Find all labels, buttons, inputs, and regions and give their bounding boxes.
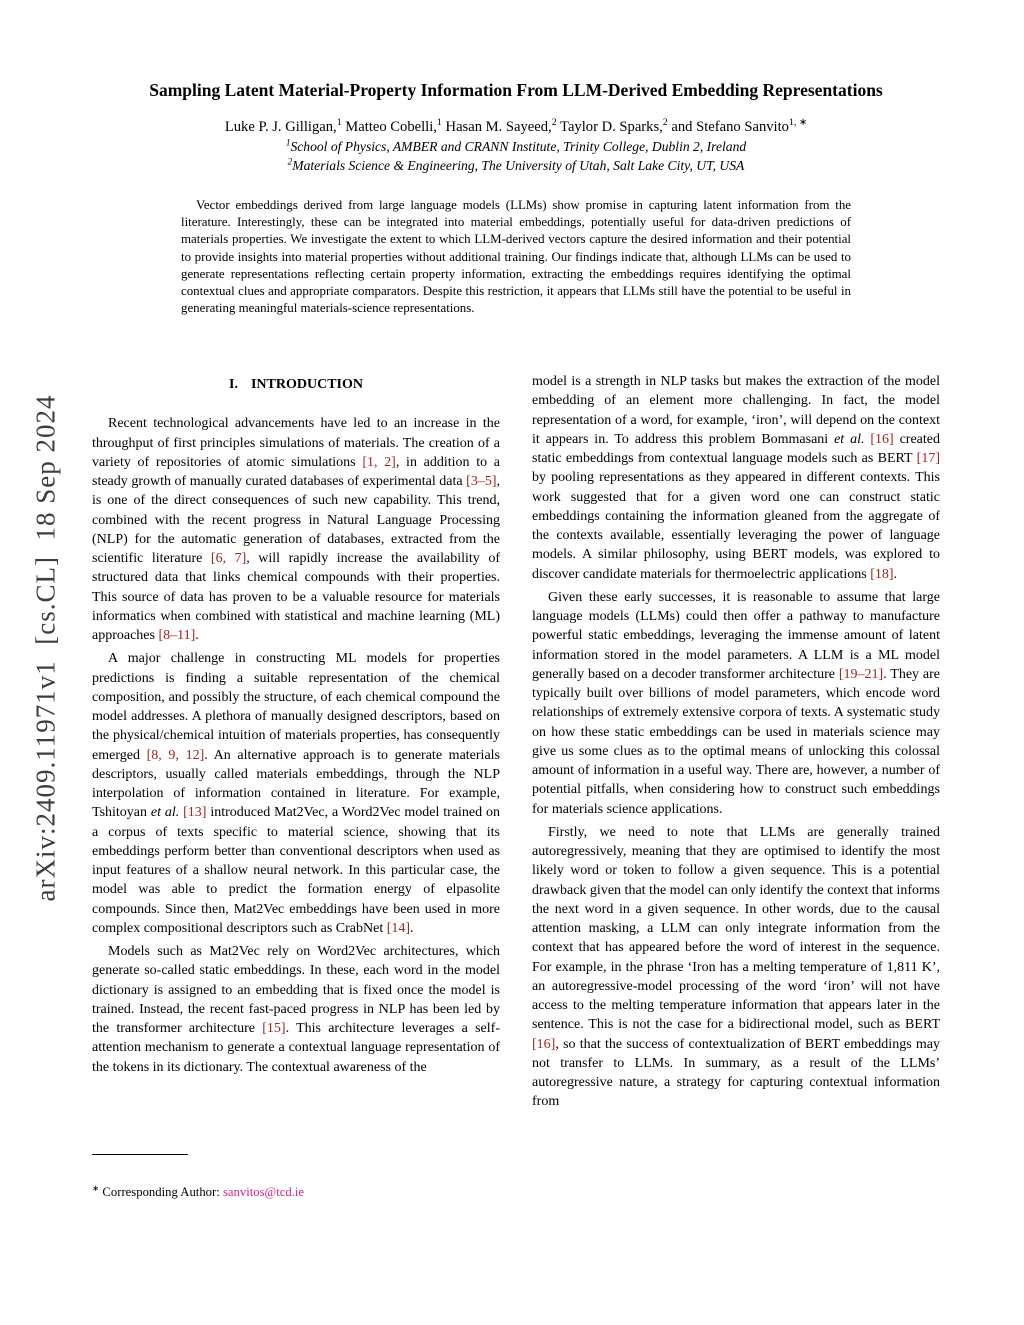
citation-link[interactable]: [15]	[262, 1021, 286, 1036]
section-number: I.	[229, 377, 238, 392]
citation-link[interactable]: [18]	[870, 566, 894, 582]
citation-link[interactable]: [19–21]	[838, 666, 884, 682]
citation-link[interactable]: [3–5]	[466, 474, 497, 489]
citation-link[interactable]: [16]	[532, 1036, 556, 1052]
footnote-label: Corresponding Author:	[102, 1185, 220, 1199]
authors-line: Luke P. J. Gilligan,$^1$ Matteo Cobelli,$^1$ Hasan M. Sayeed,$^2$ Taylor D. Sparks,$^2$ and Stefano Sanvito$^{1, ∗}$	[224, 117, 808, 135]
citation-link[interactable]: [6, 7]	[210, 551, 247, 566]
intro-paragraph-3: Models such as Mat2Vec rely on Word2Vec architectures, which generate so-called static embeddings. In these, each word in the model dictionary is assigned to an embedding that is fixed once the model is trained. Instead, the recent fast-paced progress in NLP has been led by the transformer architecture [15]. This architecture leverages a self-attention mechanism to generate a contextual language representation of the tokens in its dictionary. The contextual awareness of the	[92, 944, 500, 1075]
citation-link[interactable]: [13]	[183, 805, 207, 821]
footnote-rule	[92, 1154, 188, 1155]
citation-link[interactable]: [14]	[386, 920, 411, 936]
paper-header	[92, 80, 940, 174]
citation-link[interactable]: [16]	[870, 431, 894, 447]
section-title: INTRODUCTION	[250, 377, 363, 392]
left-column	[92, 372, 500, 1116]
intro-paragraph-1: Recent technological advancements have led to an increase in the throughput of first principles simulations of materials. The creation of a variety of repositories of atomic simulations [1, 2], in addition to a steady growth of manually curated databases of experimental data [3–5], is one of the direct consequences of such new capability. This trend, combined with the recent progress in Natural Language Processing (NLP) for the automatic generation of databases, extracted from the scientific literature [6, 7], will rapidly increase the availability of structured data that links chemical compounds with their properties. This source of data has proven to be a valuable resource for materials informatics when combined with statistical and machine learning (ML) approaches [8–11].	[92, 416, 501, 643]
citation-link[interactable]: [17]	[916, 451, 940, 466]
intro-paragraph-6: Firstly, we need to note that LLMs are generally trained autoregressively, meaning that they are optimised to identify the most likely word or token to follow a given sequence. This is a potential drawback given that the model can only identify the context that informs the next word in a given sequence. In other words, due to the causal attention masking, a LLM can only integrate information from the context that has appeared before the word of interest in the sequence. For example, in the phrase ‘Iron has a melting temperature of 1,811 K’, an autoregressive-model processing of the word ‘iron’ will not have access to the melting temperature information that appears later in the sentence. This is not the case for a bidirectional model, such as BERT [16], so that the success of contextualization of BERT embeddings may not transfer to LLMs. In summary, as a result of the LLMs’ autoregressive nature, a strategy for capturing contextual information from	[532, 824, 940, 1110]
citation-link[interactable]: [8–11]	[158, 628, 196, 643]
corresponding-author-email[interactable]: sanvitos@tcd.ie	[222, 1185, 305, 1199]
right-column	[532, 372, 940, 1116]
intro-paragraph-4: model is a strength in NLP tasks but makes the extraction of the model embedding of an element more challenging. In fact, the model representation of a word, for example, ‘iron’, will depend on the context it appears in. To address this problem Bommasani et al. [16] created static embeddings from contextual language models such as BERT [17] by pooling representations as they appeared in different contexts. This work suggested that for a given word one can construct static embeddings containing the information gleaned from the aggregate of the contexts available, essentially leveraging the power of language models. A similar philosophy, using BERT models, was explored to discover candidate materials for thermoelectric applications [18].	[532, 374, 940, 582]
two-column-body	[92, 372, 940, 1116]
affiliation-2: $^2$Materials Science & Engineering, The University of Utah, Salt Lake City, UT, USA	[287, 156, 745, 173]
footnote-marker: ∗	[92, 1182, 100, 1193]
citation-link[interactable]: [1, 2]	[362, 454, 396, 470]
footnote	[92, 1150, 502, 1200]
paper-title: Sampling Latent Material-Property Information From LLM-Derived Embedding Representations	[149, 80, 883, 100]
abstract: Vector embeddings derived from large language models (LLMs) show promise in capturing latent information from the literature. Interestingly, these can be integrated into material embeddings, potentially useful for data-driven predictions of materials properties. We investigate the extent to which LLM-derived vectors capture the desired information and their potential to provide insights into material properties without additional training. Our findings indicate that, although LLMs can be used to generate representations reflecting certain property information, extracting the embeddings requires identifying the optimal contextual clues and appropriate comparators. Despite this restriction, it appears that LLMs still have the potential to be useful in generating meaningful materials-science representations.	[181, 198, 851, 316]
intro-paragraph-5: Given these early successes, it is reasonable to assume that large language models (LLMs) could then offer a pathway to manufacture powerful static embeddings, leveraging the immense amount of latent information stored in the model parameters. A LLM is a ML model generally based on a decoder transformer architecture [19–21]. They are typically built over billions of model parameters, which encode word relationships of extremely extensive corpora of texts. A systematic study on how these static embeddings can be used in materials science may give us some clues as to the optimal means of unlocking this colossal amount of information in a useful way. There are, however, a number of potential pitfalls, when considering how to construct such embeddings for materials science applications.	[532, 589, 941, 817]
intro-paragraph-2: A major challenge in constructing ML models for properties predictions is finding a suitable representation of the chemical composition, and possibly the structure, of each chemical compound the model addresses. A plethora of manually designed descriptors, based on the physical/chemical intuition of materials properties, has consequently emerged [8, 9, 12]. An alternative approach is to generate materials descriptors, usually called materials embeddings, through the NLP interpolation of information contained in literature. For example, Tshitoyan et al. [13] introduced Mat2Vec, a Word2Vec model trained on a corpus of texts specific to material science, showing that its embeddings perform better than conventional descriptors when used as input features of a shallow neural network. In this particular case, the model was able to predict the formation energy of elpasolite compounds. Since then, Mat2Vec embeddings have been used in more complex compositional descriptors such as CrabNet [14].	[92, 651, 501, 936]
citation-link[interactable]: [8, 9, 12]	[146, 747, 205, 763]
footnote-text	[92, 1182, 502, 1200]
section-heading-introduction	[92, 375, 500, 394]
affiliation-1: $^1$School of Physics, AMBER and CRANN Institute, Trinity College, Dublin 2, Ireland	[285, 137, 747, 154]
arxiv-watermark: arXiv:2409.11971v1 [cs.CL] 18 Sep 2024	[30, 394, 61, 902]
